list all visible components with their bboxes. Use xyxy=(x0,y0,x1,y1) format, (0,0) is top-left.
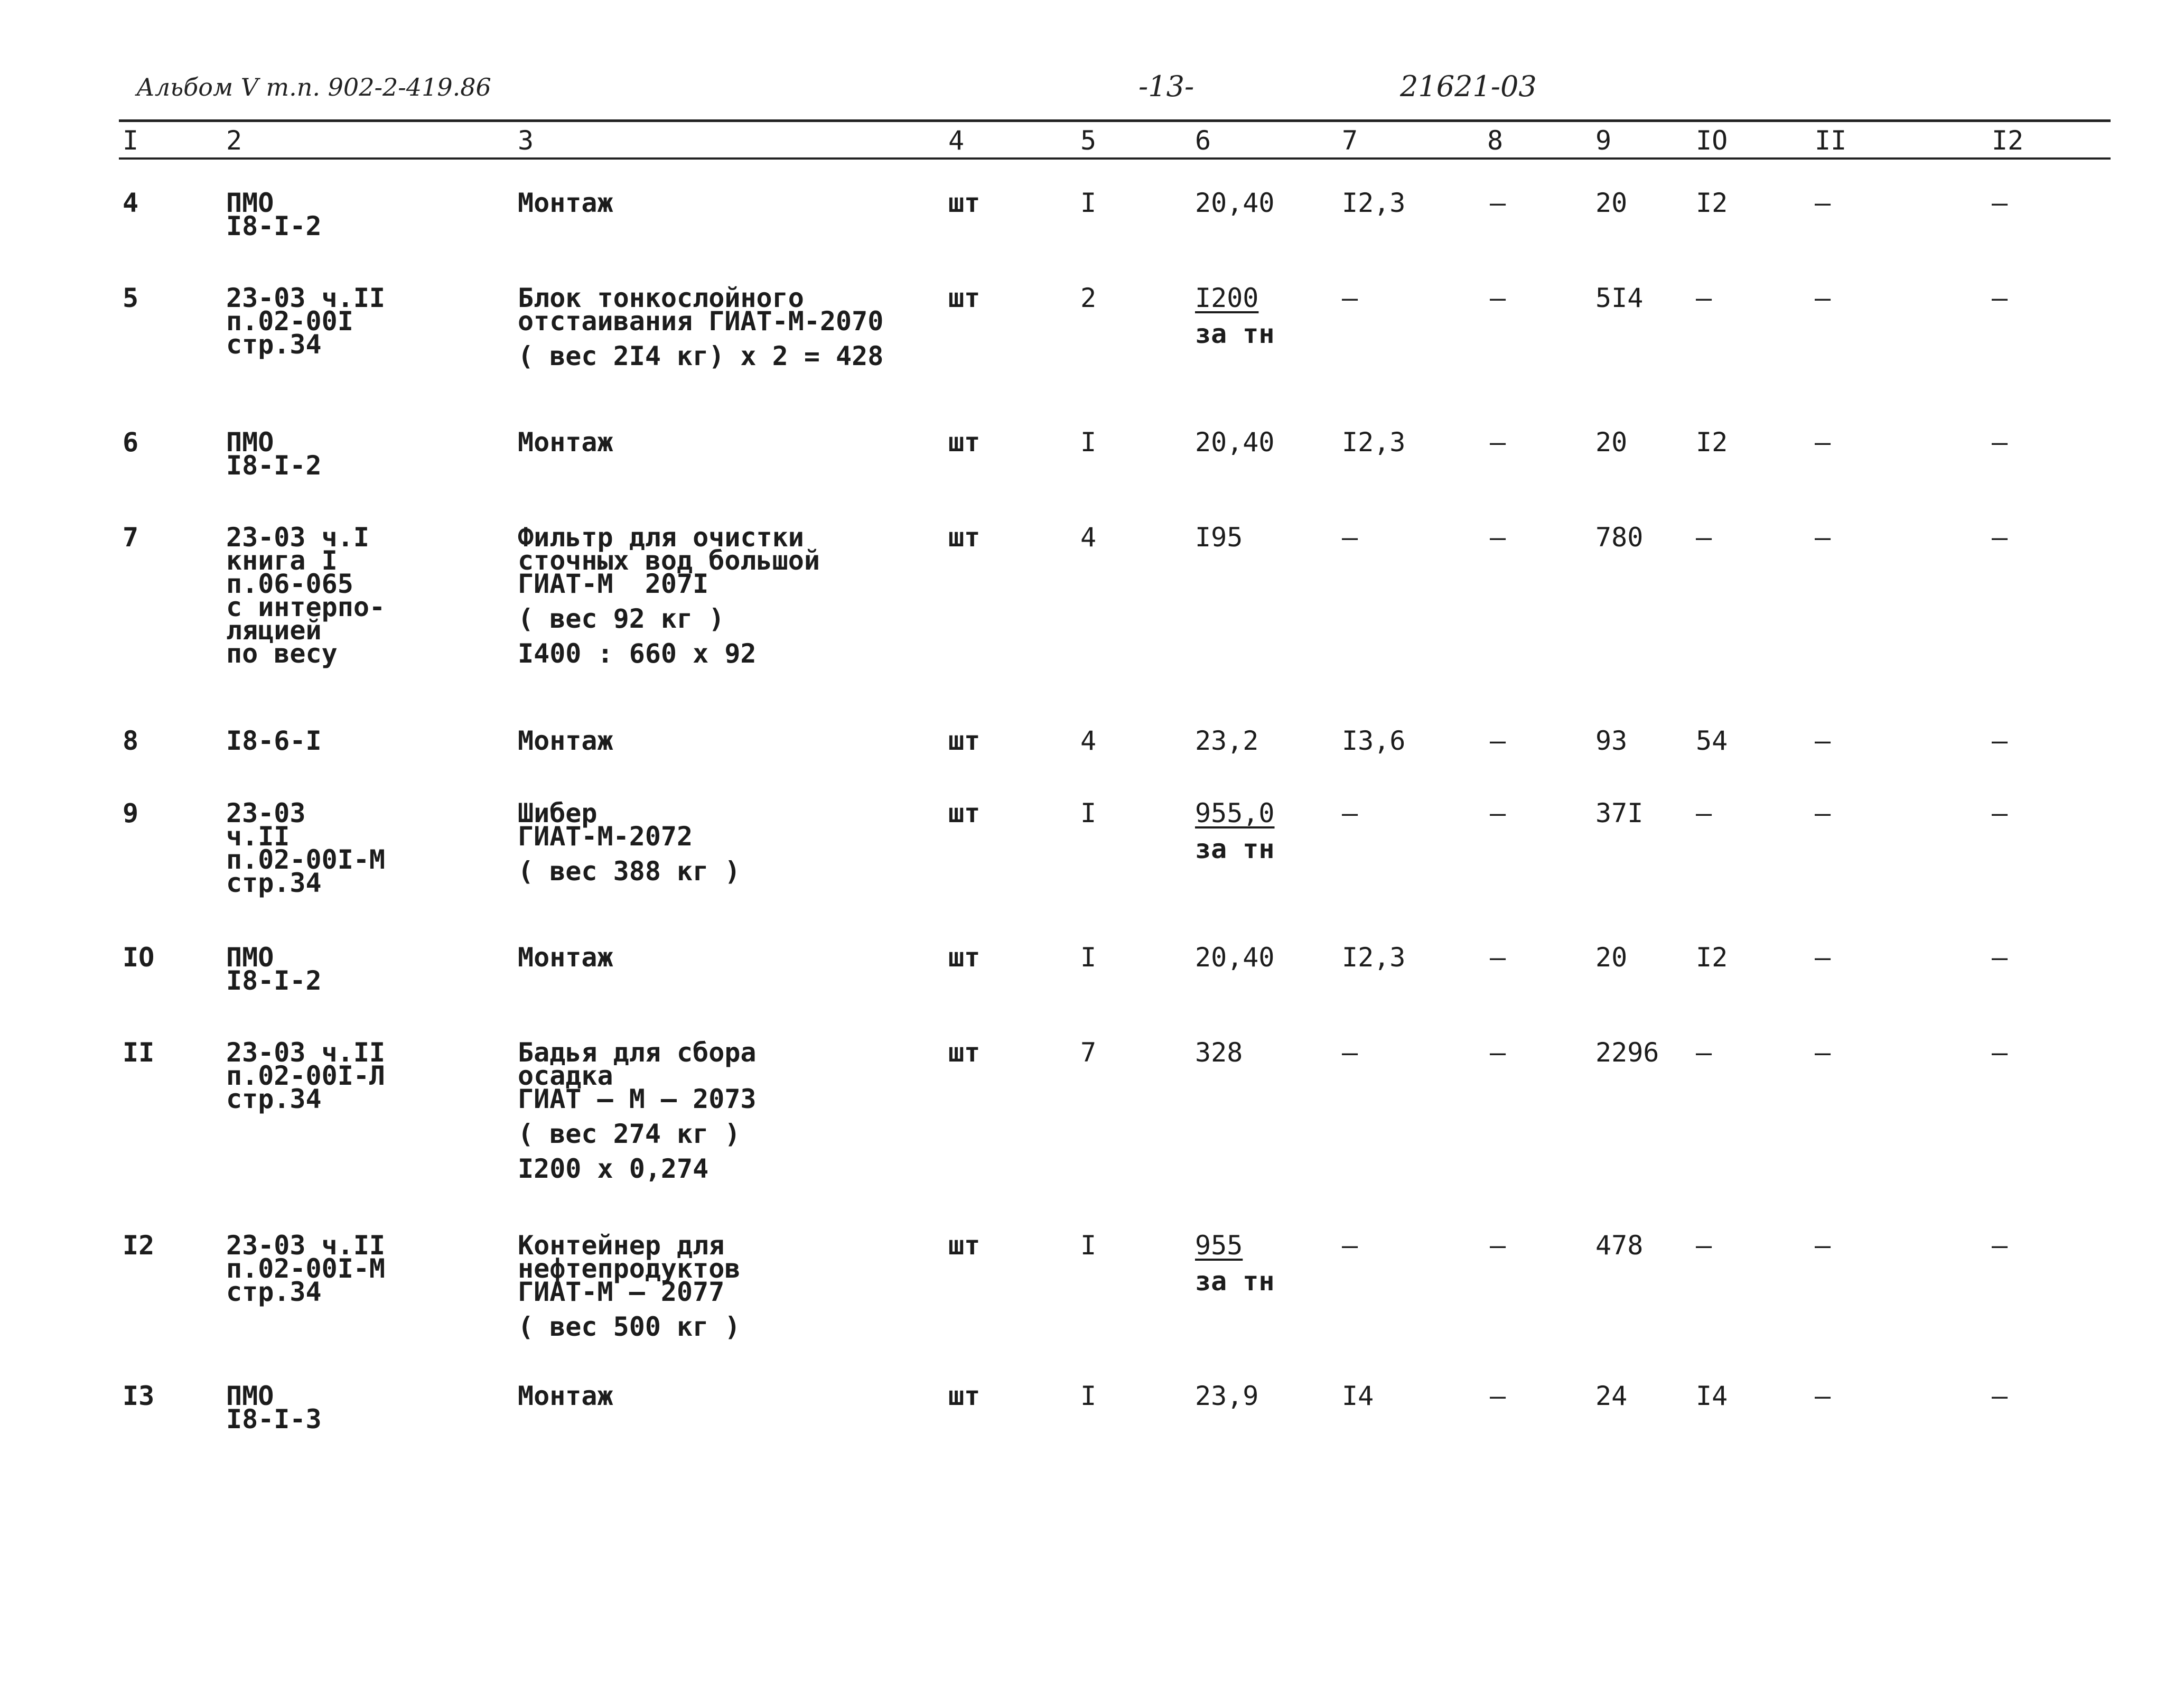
col-9-value: 478 xyxy=(1595,1230,1644,1261)
work-description-line: Монтаж xyxy=(518,188,613,218)
row-number: 5 xyxy=(123,283,139,313)
quantity: 4 xyxy=(1080,725,1097,756)
quantity: I xyxy=(1080,1381,1097,1411)
quantity: I xyxy=(1080,427,1097,458)
quantity: I xyxy=(1080,188,1097,218)
work-description-line: ( вес 2I4 кг) х 2 = 428 xyxy=(518,341,884,371)
unit: шт xyxy=(948,798,981,828)
work-description-line: Монтаж xyxy=(518,725,613,756)
col-9-value: 24 xyxy=(1595,1381,1628,1411)
col-11-value: – xyxy=(1815,427,1831,458)
col-8-value: – xyxy=(1490,1230,1506,1261)
norm-code-line: ляцией xyxy=(226,615,322,646)
norm-code-line: стр.34 xyxy=(226,1277,322,1307)
col-12-value: – xyxy=(1992,725,2008,756)
quantity: I xyxy=(1080,1230,1097,1261)
col-9-value: 780 xyxy=(1595,522,1644,553)
work-description-line: ( вес 274 кг ) xyxy=(518,1119,741,1149)
col-8-value: – xyxy=(1490,427,1506,458)
col-9-value: 5I4 xyxy=(1595,283,1644,313)
norm-code-line: ч.II xyxy=(226,821,290,852)
col-11-value: – xyxy=(1815,1037,1831,1068)
unit-price: 955,0 xyxy=(1195,798,1275,828)
quantity: I xyxy=(1080,798,1097,828)
header-bottom-rule xyxy=(119,157,2111,160)
col-7-value: I3,6 xyxy=(1342,725,1406,756)
norm-code-line: 23-03 ч.II xyxy=(226,283,386,313)
norm-code-line: ПМО xyxy=(226,427,274,458)
work-description-line: I200 х 0,274 xyxy=(518,1153,709,1184)
col-11-value: – xyxy=(1815,1381,1831,1411)
column-header-7: 7 xyxy=(1342,125,1358,156)
column-header-5: 5 xyxy=(1080,125,1097,156)
column-header-10: IO xyxy=(1696,125,1728,156)
col-11-value: – xyxy=(1815,942,1831,973)
col-8-value: – xyxy=(1490,725,1506,756)
unit-price-basis: за тн xyxy=(1195,1266,1275,1297)
row-number: II xyxy=(123,1037,155,1068)
norm-code-line: I8-I-2 xyxy=(226,965,322,996)
unit: шт xyxy=(948,725,981,756)
work-description-line: I400 : 660 х 92 xyxy=(518,638,757,669)
norm-code-line: п.02-00I xyxy=(226,306,353,337)
norm-code-line: п.02-00I-Л xyxy=(226,1060,386,1091)
quantity: 4 xyxy=(1080,522,1097,553)
col-8-value: – xyxy=(1490,1037,1506,1068)
work-description-line: осадка xyxy=(518,1060,613,1091)
work-description-line: Фильтр для очистки xyxy=(518,522,804,553)
norm-code-line: п.02-00I-М xyxy=(226,1253,386,1284)
col-7-value: – xyxy=(1342,522,1358,553)
col-9-value: 93 xyxy=(1595,725,1628,756)
col-8-value: – xyxy=(1490,522,1506,553)
col-10-value: – xyxy=(1696,1037,1712,1068)
work-description-line: Блок тонкослойного xyxy=(518,283,804,313)
quantity: 7 xyxy=(1080,1037,1097,1068)
work-description-line: отстаивания ГИАТ-М-2070 xyxy=(518,306,884,337)
unit-price: 20,40 xyxy=(1195,188,1275,218)
column-header-11: II xyxy=(1815,125,1847,156)
col-8-value: – xyxy=(1490,798,1506,828)
work-description-line: ГИАТ-М-2072 xyxy=(518,821,693,852)
unit: шт xyxy=(948,283,981,313)
col-10-value: I2 xyxy=(1696,188,1728,218)
work-description-line: нефтепродуктов xyxy=(518,1253,741,1284)
row-number: 9 xyxy=(123,798,139,828)
norm-code-line: 23-03 xyxy=(226,798,306,828)
page-number: -13- xyxy=(1138,70,1194,103)
column-header-8: 8 xyxy=(1487,125,1504,156)
col-10-value: – xyxy=(1696,522,1712,553)
norm-code-line: с интерпо- xyxy=(226,592,386,622)
quantity: I xyxy=(1080,942,1097,973)
work-description-line: ( вес 388 кг ) xyxy=(518,856,741,887)
norm-code-line: п.02-00I-М xyxy=(226,844,386,875)
row-number: IO xyxy=(123,942,155,973)
unit-price: 328 xyxy=(1195,1037,1243,1068)
table-top-rule xyxy=(119,119,2111,122)
col-10-value: – xyxy=(1696,798,1712,828)
col-9-value: 2296 xyxy=(1595,1037,1659,1068)
work-description-line: ГИАТ-М 207I xyxy=(518,569,709,599)
col-11-value: – xyxy=(1815,283,1831,313)
col-8-value: – xyxy=(1490,1381,1506,1411)
norm-code-line: 23-03 ч.II xyxy=(226,1037,386,1068)
norm-code-line: п.06-065 xyxy=(226,569,353,599)
work-description-line: Монтаж xyxy=(518,1381,613,1411)
norm-code-line: стр.34 xyxy=(226,329,322,360)
work-description-line: ( вес 500 кг ) xyxy=(518,1311,741,1342)
col-11-value: – xyxy=(1815,188,1831,218)
work-description-line: Шибер xyxy=(518,798,598,828)
unit: шт xyxy=(948,522,981,553)
col-12-value: – xyxy=(1992,1037,2008,1068)
col-12-value: – xyxy=(1992,798,2008,828)
col-11-value: – xyxy=(1815,798,1831,828)
col-10-value: – xyxy=(1696,283,1712,313)
norm-code-line: 23-03 ч.I xyxy=(226,522,369,553)
unit: шт xyxy=(948,1381,981,1411)
norm-code-line: ПМО xyxy=(226,188,274,218)
unit-price: 23,2 xyxy=(1195,725,1259,756)
col-10-value: – xyxy=(1696,1230,1712,1261)
col-10-value: I2 xyxy=(1696,427,1728,458)
norm-code-line: I8-I-3 xyxy=(226,1404,322,1435)
unit-price: 955 xyxy=(1195,1230,1243,1261)
col-10-value: I4 xyxy=(1696,1381,1728,1411)
work-description-line: ( вес 92 кг ) xyxy=(518,603,725,634)
row-number: I3 xyxy=(123,1381,155,1411)
column-header-9: 9 xyxy=(1595,125,1612,156)
quantity: 2 xyxy=(1080,283,1097,313)
unit: шт xyxy=(948,942,981,973)
norm-code-line: книга I xyxy=(226,545,338,576)
unit-price: I95 xyxy=(1195,522,1243,553)
col-12-value: – xyxy=(1992,283,2008,313)
norm-code-line: стр.34 xyxy=(226,868,322,898)
work-description-line: Контейнер для xyxy=(518,1230,725,1261)
col-7-value: I4 xyxy=(1342,1381,1374,1411)
norm-code-line: 23-03 ч.II xyxy=(226,1230,386,1261)
row-number: 8 xyxy=(123,725,139,756)
unit: шт xyxy=(948,427,981,458)
col-7-value: – xyxy=(1342,283,1358,313)
unit-price: I200 xyxy=(1195,283,1259,313)
row-number: I2 xyxy=(123,1230,155,1261)
unit-price-basis: за тн xyxy=(1195,319,1275,349)
column-header-3: 3 xyxy=(518,125,534,156)
document-code: 21621-03 xyxy=(1400,70,1537,103)
col-12-value: – xyxy=(1992,522,2008,553)
work-description-line: сточных вод большой xyxy=(518,545,820,576)
col-7-value: I2,3 xyxy=(1342,188,1406,218)
work-description-line: ГИАТ-М – 2077 xyxy=(518,1277,725,1307)
col-8-value: – xyxy=(1490,283,1506,313)
col-9-value: 20 xyxy=(1595,188,1628,218)
work-description-line: Монтаж xyxy=(518,942,613,973)
col-12-value: – xyxy=(1992,1230,2008,1261)
col-8-value: – xyxy=(1490,942,1506,973)
norm-code-line: по весу xyxy=(226,638,338,669)
row-number: 7 xyxy=(123,522,139,553)
work-description-line: Бадья для сбора xyxy=(518,1037,757,1068)
unit-price: 20,40 xyxy=(1195,942,1275,973)
col-7-value: I2,3 xyxy=(1342,942,1406,973)
col-11-value: – xyxy=(1815,725,1831,756)
work-description-line: Монтаж xyxy=(518,427,613,458)
col-7-value: – xyxy=(1342,798,1358,828)
column-header-6: 6 xyxy=(1195,125,1211,156)
col-12-value: – xyxy=(1992,1381,2008,1411)
col-10-value: 54 xyxy=(1696,725,1728,756)
col-9-value: 20 xyxy=(1595,427,1628,458)
col-12-value: – xyxy=(1992,188,2008,218)
col-7-value: – xyxy=(1342,1230,1358,1261)
col-10-value: I2 xyxy=(1696,942,1728,973)
row-number: 6 xyxy=(123,427,139,458)
col-11-value: – xyxy=(1815,1230,1831,1261)
unit-price: 23,9 xyxy=(1195,1381,1259,1411)
col-9-value: 37I xyxy=(1595,798,1644,828)
column-header-4: 4 xyxy=(948,125,965,156)
norm-code-line: I8-I-2 xyxy=(226,450,322,481)
col-12-value: – xyxy=(1992,942,2008,973)
col-9-value: 20 xyxy=(1595,942,1628,973)
column-header-2: 2 xyxy=(226,125,242,156)
unit-price: 20,40 xyxy=(1195,427,1275,458)
col-12-value: – xyxy=(1992,427,2008,458)
unit: шт xyxy=(948,1230,981,1261)
row-number: 4 xyxy=(123,188,139,218)
norm-code-line: ПМО xyxy=(226,1381,274,1411)
unit: шт xyxy=(948,1037,981,1068)
norm-code-line: стр.34 xyxy=(226,1084,322,1114)
col-7-value: – xyxy=(1342,1037,1358,1068)
album-reference: Альбом V т.п. 902-2-419.86 xyxy=(136,73,491,101)
unit-price-basis: за тн xyxy=(1195,834,1275,864)
norm-code-line: I8-I-2 xyxy=(226,211,322,241)
work-description-line: ГИАТ – М – 2073 xyxy=(518,1084,757,1114)
norm-code-line: ПМО xyxy=(226,942,274,973)
unit: шт xyxy=(948,188,981,218)
column-header-12: I2 xyxy=(1992,125,2024,156)
column-header-1: I xyxy=(123,125,139,156)
col-11-value: – xyxy=(1815,522,1831,553)
col-7-value: I2,3 xyxy=(1342,427,1406,458)
norm-code-line: I8-6-I xyxy=(226,725,322,756)
col-8-value: – xyxy=(1490,188,1506,218)
